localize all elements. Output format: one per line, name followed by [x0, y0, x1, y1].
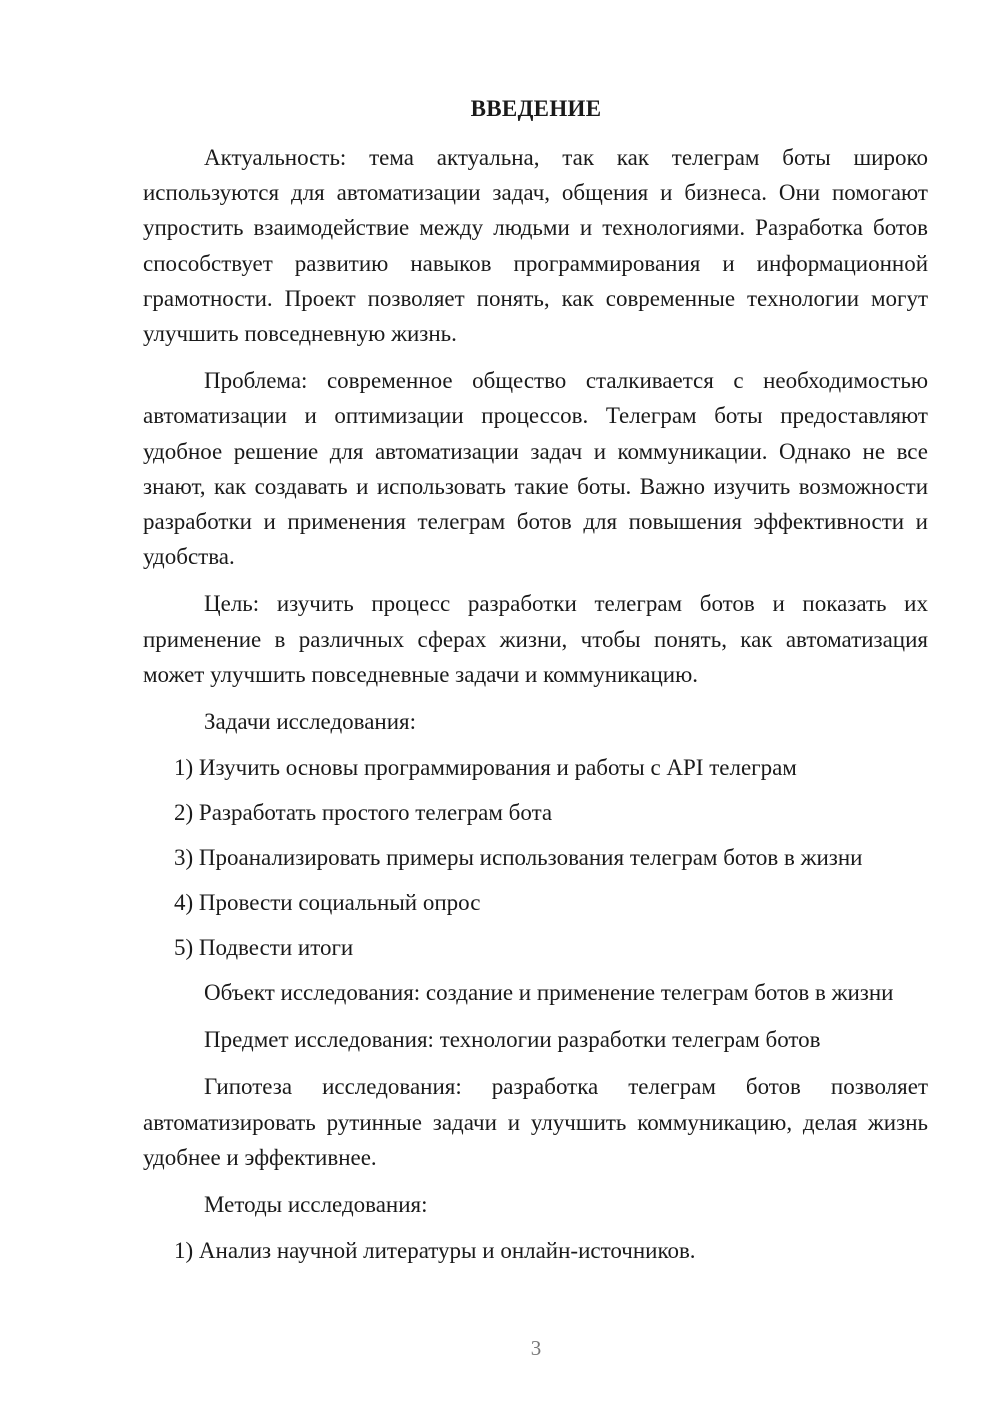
page-number: 3 — [530, 1336, 542, 1360]
document-body — [143, 140, 928, 1278]
tasks-heading: Задачи исследования: — [204, 709, 417, 735]
hypothesis-paragraph: Гипотеза исследования: разработка телеграм ботов позволяет автоматизировать рутинные задачи и улучшить коммуникацию, делая жизнь удобнее и эффективнее. — [143, 1074, 928, 1170]
subject-paragraph: Предмет исследования: технологии разработки телеграм ботов — [204, 1027, 821, 1053]
task-item: 4) Провести социальный опрос — [174, 890, 481, 916]
task-item: 5) Подвести итоги — [174, 935, 354, 961]
methods-list — [143, 1233, 928, 1268]
task-item: 2) Разработать простого телеграм бота — [174, 800, 553, 826]
tasks-list — [143, 750, 928, 965]
problem-paragraph: Проблема: современное общество сталкивается с необходимостью автоматизации и оптимизации процессов. Телеграм боты предоставляют удобное решение для автоматизации задач и коммуникации. Однако не все знают, как создавать и использовать такие боты. Важно изучить возможности разработки и применения телеграм ботов для повышения эффективности и удобства. — [143, 368, 928, 570]
goal-paragraph: Цель: изучить процесс разработки телеграм ботов и показать их применение в различных сферах жизни, чтобы понять, как автоматизация может улучшить повседневные задачи и коммуникацию. — [143, 591, 928, 687]
method-item: 1) Анализ научной литературы и онлайн-источников. — [174, 1238, 696, 1264]
methods-heading: Методы исследования: — [204, 1192, 428, 1218]
task-item: 3) Проанализировать примеры использования телеграм ботов в жизни — [174, 845, 863, 871]
page-title: ВВЕДЕНИЕ — [470, 96, 602, 121]
task-item: 1) Изучить основы программирования и работы с API телеграм — [174, 755, 797, 781]
relevance-paragraph: Актуальность: тема актуальна, так как телеграм боты широко используются для автоматизации задач, общения и бизнеса. Они помогают упростить взаимодействие между людьми и технологиями. Разработка ботов способствует развитию навыков программирования и информационной грамотности. Проект позволяет понять, как современные технологии могут улучшить повседневную жизнь. — [143, 145, 928, 347]
object-paragraph: Объект исследования: создание и применение телеграм ботов в жизни — [204, 980, 894, 1006]
